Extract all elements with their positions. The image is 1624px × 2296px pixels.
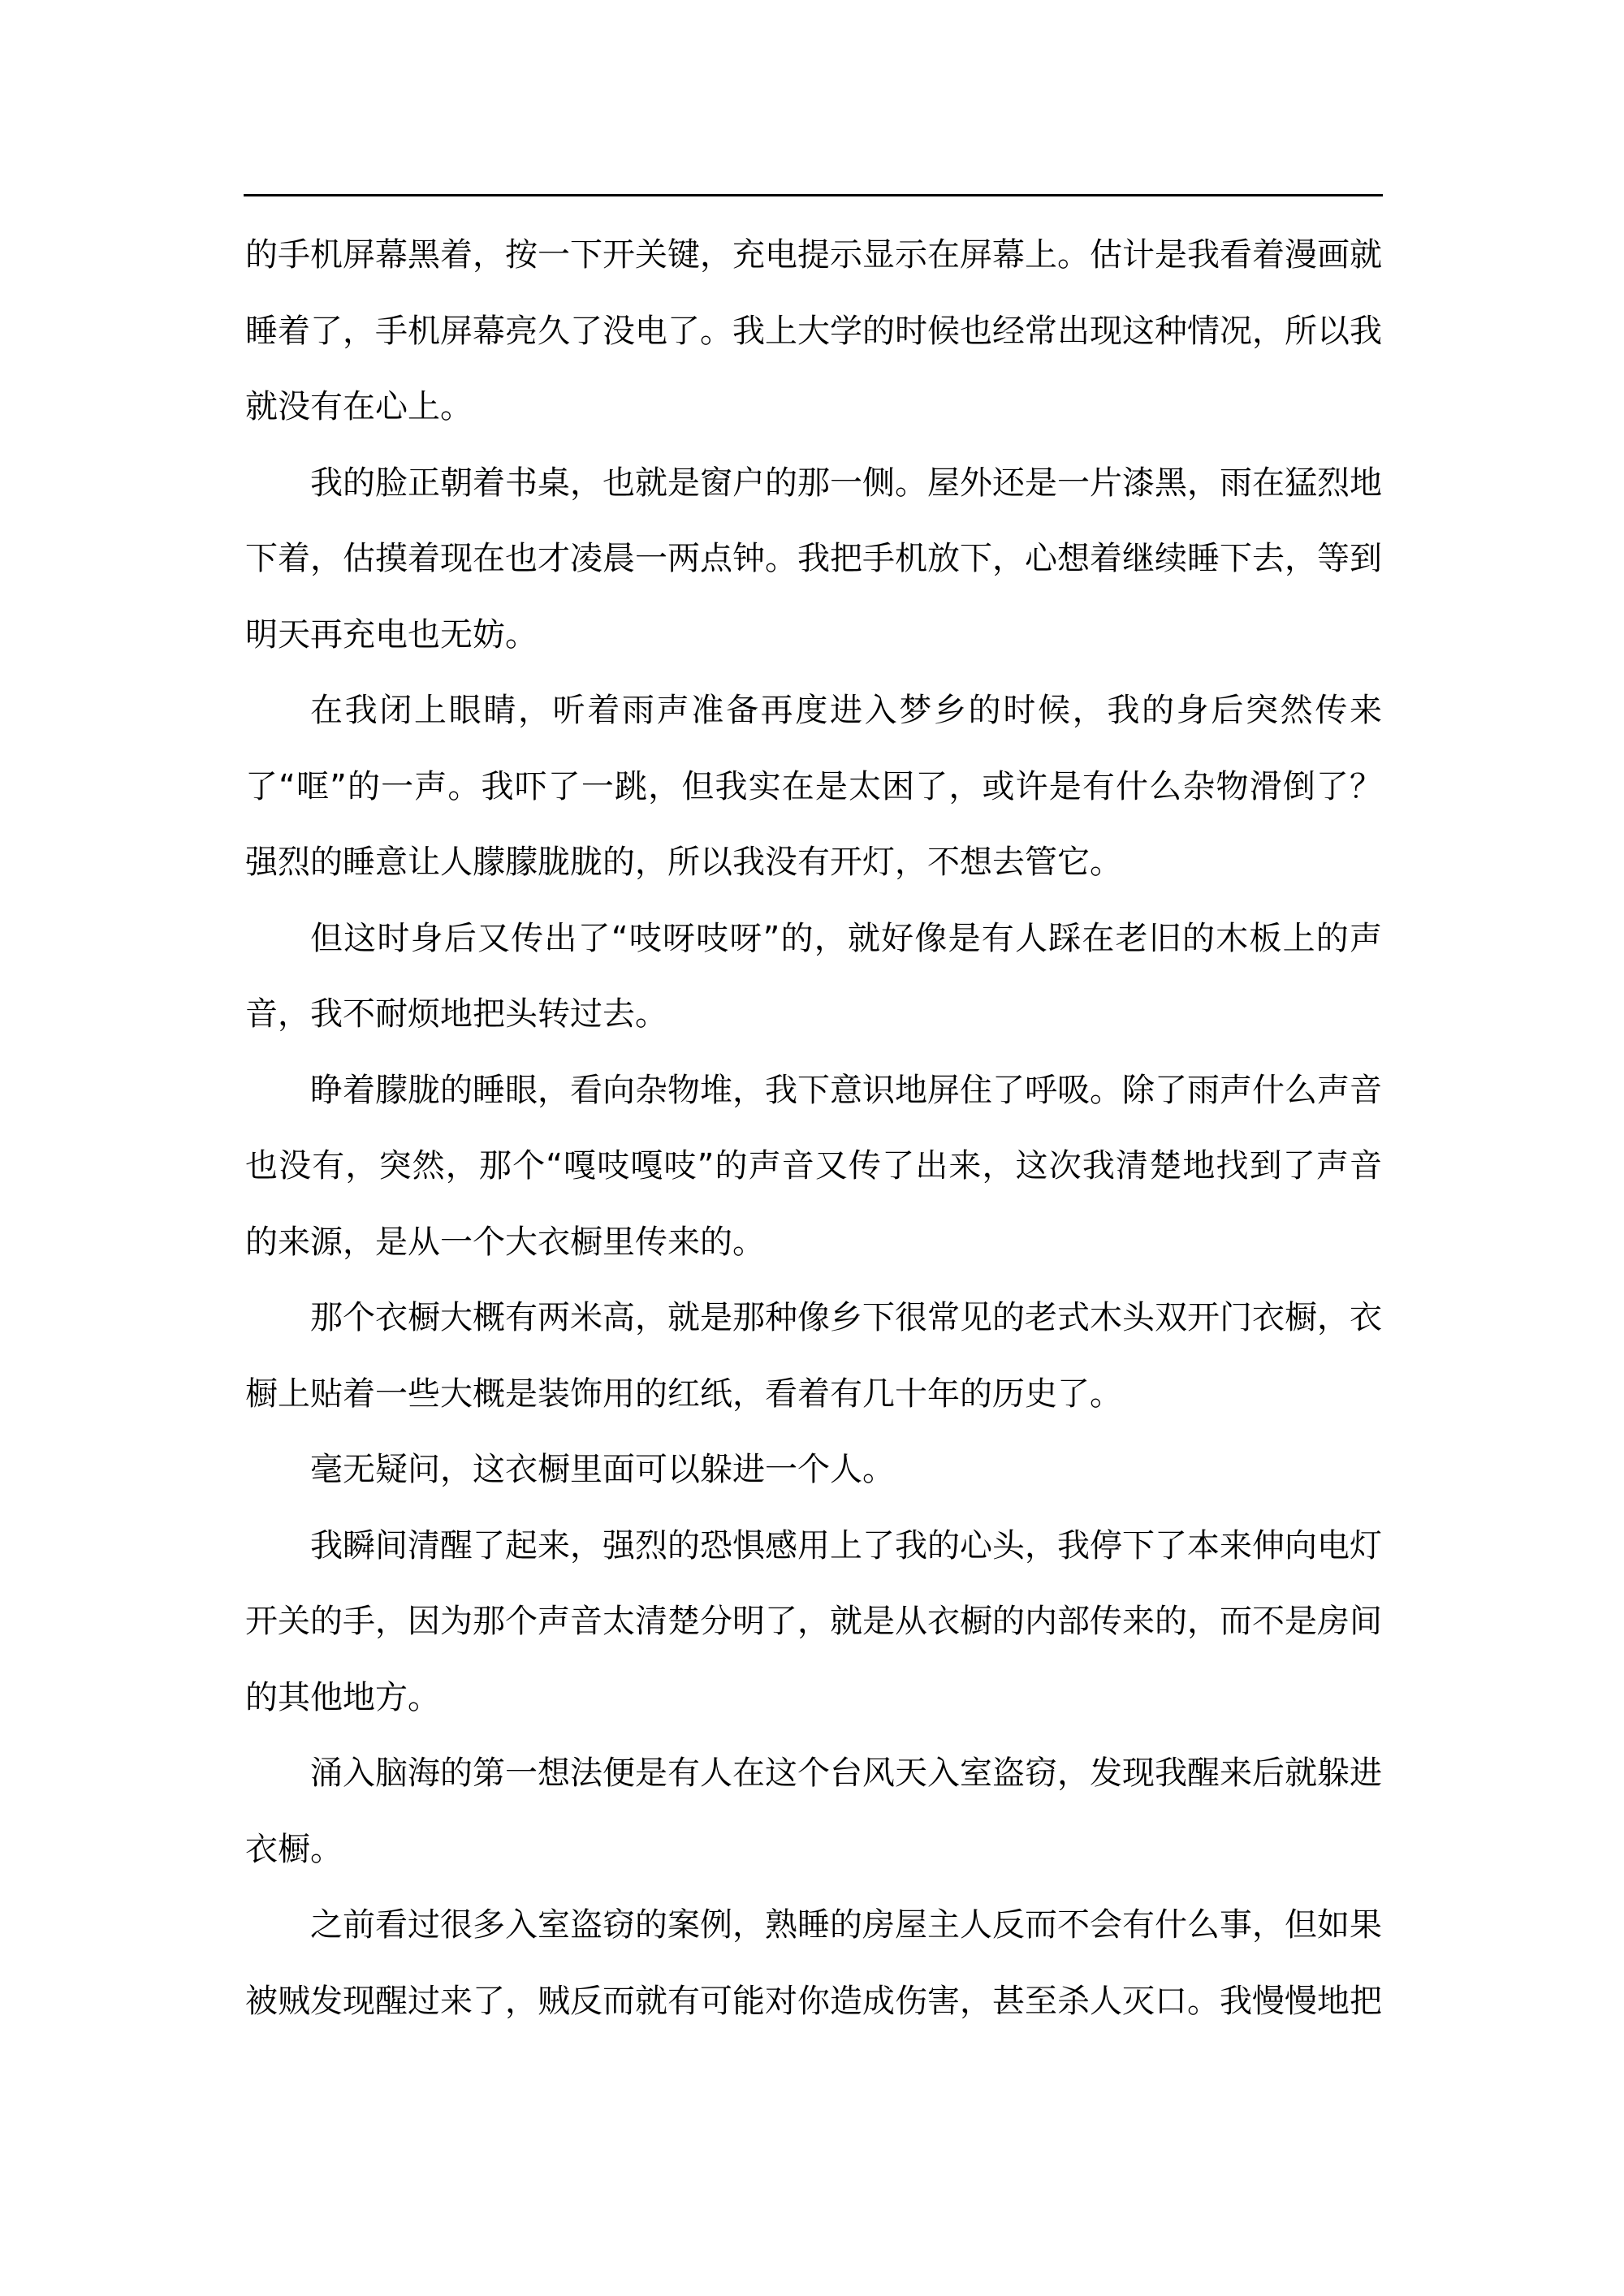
paragraph-7: 毫无疑问，这衣橱里面可以躲进一个人。 bbox=[310, 1451, 895, 1488]
body-text bbox=[245, 218, 1382, 2039]
paragraph-5: 睁着朦胧的睡眼，看向杂物堆，我下意识地屏住了呼吸。除了雨声什么声音也没有，突然，那个“嘎吱嘎吱”的声音又传了出来，这次我清楚地找到了声音的来源，是从一个大衣橱里传来的。 bbox=[245, 1071, 1382, 1261]
paragraph-6: 那个衣橱大概有两米高，就是那种像乡下很常见的老式木头双开门衣橱，衣橱上贴着一些大概是装饰用的红纸，看着有几十年的历史了。 bbox=[245, 1299, 1382, 1413]
paragraph-4: 但这时身后又传出了“吱呀吱呀”的，就好像是有人踩在老旧的木板上的声音，我不耐烦地把头转过去。 bbox=[245, 919, 1382, 1033]
paragraph-3: 在我闭上眼睛，听着雨声准备再度进入梦乡的时候，我的身后突然传来了“哐”的一声。我吓了一跳，但我实在是太困了，或许是有什么杂物滑倒了？强烈的睡意让人朦朦胧胧的，所以我没有开灯，不想去管它。 bbox=[245, 692, 1382, 881]
paragraph-2: 我的脸正朝着书桌，也就是窗户的那一侧。屋外还是一片漆黑，雨在猛烈地下着，估摸着现在也才凌晨一两点钟。我把手机放下，心想着继续睡下去，等到明天再充电也无妨。 bbox=[245, 464, 1382, 654]
paragraph-1: 的手机屏幕黑着，按一下开关键，充电提示显示在屏幕上。估计是我看着漫画就睡着了，手机屏幕亮久了没电了。我上大学的时候也经常出现这种情况，所以我就没有在心上。 bbox=[245, 236, 1382, 425]
header-rule bbox=[244, 194, 1383, 196]
paragraph-8: 我瞬间清醒了起来，强烈的恐惧感用上了我的心头，我停下了本来伸向电灯开关的手，因为那个声音太清楚分明了，就是从衣橱的内部传来的，而不是房间的其他地方。 bbox=[245, 1526, 1382, 1716]
paragraph-9: 涌入脑海的第一想法便是有人在这个台风天入室盗窃，发现我醒来后就躲进衣橱。 bbox=[245, 1754, 1382, 1868]
paragraph-10: 之前看过很多入室盗窃的案例，熟睡的房屋主人反而不会有什么事，但如果被贼发现醒过来了，贼反而就有可能对你造成伤害，甚至杀人灭口。我慢慢地把 bbox=[245, 1906, 1382, 2020]
